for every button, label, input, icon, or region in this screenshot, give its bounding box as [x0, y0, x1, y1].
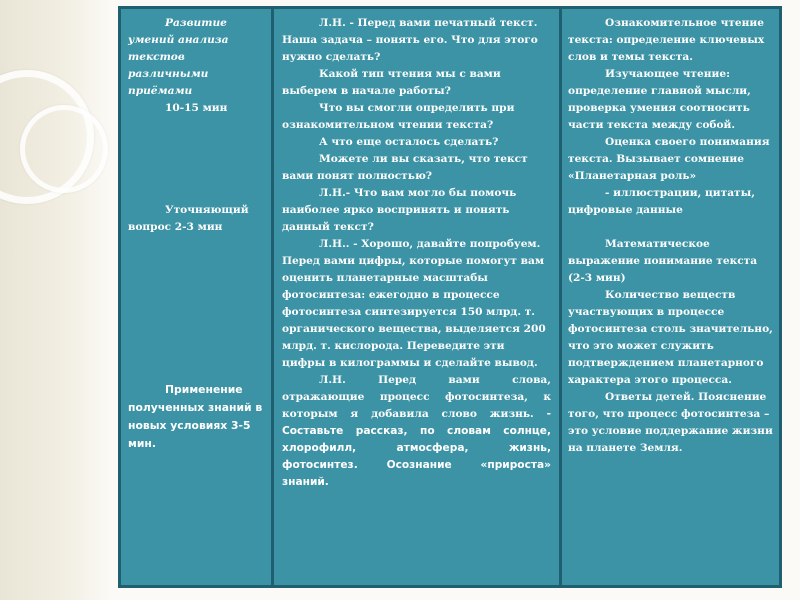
c2-paragraph-8b: - Составьте рассказ, по словам солнце, хлорофилл, атмосфера, жизнь, фотосинтез. Осознание «прироста» знаний.	[282, 408, 551, 488]
stage1-time: 10-15 мин	[165, 102, 228, 114]
lesson-table	[118, 6, 782, 588]
c3-paragraph-5: Математическое выражение понимание текста (2-3 мин)	[568, 238, 758, 284]
stage3-title: Применение полученных знаний в новых условиях 3-5 мин.	[128, 383, 263, 450]
c3-paragraph-3: Оценка своего понимания текста. Вызывает сомнение «Планетарная роль»	[568, 136, 770, 182]
c2-paragraph-2: Какой тип чтения мы с вами выберем в начале работы?	[282, 68, 501, 97]
student-activity-column	[562, 9, 779, 585]
c3-paragraph-1: Ознакомительное чтение текста: определение ключевых слов и темы текста.	[568, 17, 765, 63]
c3-paragraph-2: Изучающее чтение: определение главной мысли, проверка умения соотносить части текста между собой.	[568, 68, 751, 131]
c2-paragraph-6: Л.Н.- Что вам могло бы помочь наиболее ярко воспринять и понять данный текст?	[282, 187, 517, 233]
teacher-activity-column	[274, 9, 559, 585]
stage-column	[121, 9, 271, 585]
c2-paragraph-7: Л.Н.. - Хорошо, давайте попробуем. Перед вами цифры, которые помогут вам оценить планетарные масштабы фотосинтеза: ежегодно в процессе фотосинтеза синтезируется 150 млрд. т. органического вещества, выделяется 200 млрд. т. кислорода. Переведите эти цифры в килограммы и сделайте вывод.	[282, 238, 546, 369]
decorative-side-band	[0, 0, 112, 600]
decorative-ring-small	[20, 105, 108, 193]
c3-paragraph-4: - иллюстрации, цитаты, цифровые данные	[568, 187, 755, 216]
stage1-title: Развитие умений анализа текстов различными приёмами	[128, 17, 229, 97]
c2-paragraph-8a: Л.Н. Перед вами слова, отражающие процесс фотосинтеза, к которым я добавила слово жизнь.	[282, 374, 551, 420]
c2-paragraph-5: Можете ли вы сказать, что текст вами понят полностью?	[282, 153, 528, 182]
c2-paragraph-4: А что еще осталось сделать?	[319, 136, 499, 148]
c2-paragraph-8	[282, 372, 551, 491]
c3-paragraph-7: Ответы детей. Пояснение того, что процесс фотосинтеза – это условие поддержание жизни на планете Земля.	[568, 391, 773, 454]
c2-paragraph-1: Л.Н. - Перед вами печатный текст. Наша задача – понять его. Что для этого нужно сделать?	[282, 17, 538, 63]
c3-paragraph-6: Количество веществ участвующих в процессе фотосинтеза столь значительно, что это может служить подтверждением планетарного характера этого процесса.	[568, 289, 773, 386]
c2-paragraph-3: Что вы смогли определить при ознакомительном чтении текста?	[282, 102, 515, 131]
stage2-title: Уточняющий вопрос 2-3 мин	[128, 204, 249, 233]
